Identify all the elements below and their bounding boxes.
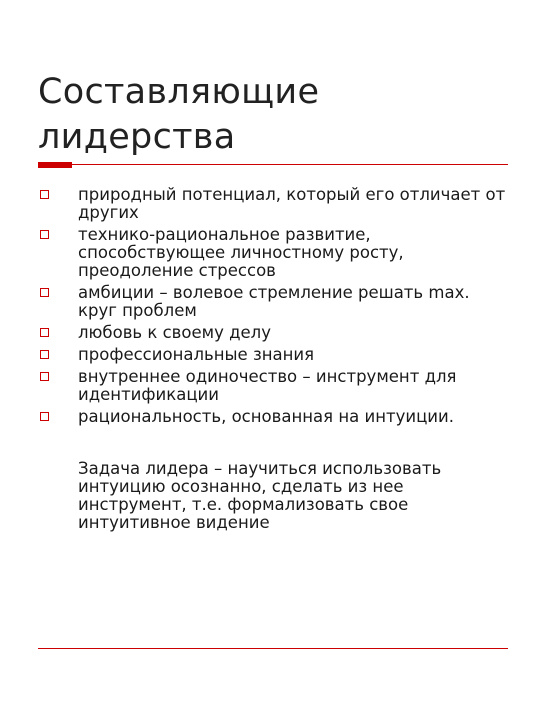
leader-task-note: Задача лидера – научиться использовать интуицию осознанно, сделать из нее инструмент, т.е. формализовать свое интуитивное видение [78,459,442,532]
slide-title: Составляющие лидерства [38,72,320,157]
hollow-square-bullet-icon [40,412,49,421]
hollow-square-bullet-icon [40,288,49,297]
bullet-text: технико-рациональное развитие, способствующее личностному росту, преодоление стрессов [78,225,404,280]
bullet-item [40,324,510,342]
bullet-item [40,226,510,280]
bullet-text: любовь к своему делу [78,323,271,342]
bullet-text: амбиции – волевое стремление решать max. круг проблем [78,283,470,320]
bullet-text: природный потенциал, который его отличает от других [78,185,506,222]
bullet-text: рациональность, основанная на интуиции. [78,407,455,426]
hollow-square-bullet-icon [40,328,49,337]
title-accent-bar [38,162,72,168]
bullet-list [40,186,510,430]
bullet-item [40,346,510,364]
bullet-text: внутреннее одиночество – инструмент для идентификации [78,367,457,404]
title-divider [72,164,508,165]
hollow-square-bullet-icon [40,190,49,199]
bullet-item [40,368,510,404]
bullet-item [40,186,510,222]
bullet-text: профессиональные знания [78,345,315,364]
bullet-item [40,408,510,426]
hollow-square-bullet-icon [40,372,49,381]
hollow-square-bullet-icon [40,230,49,239]
hollow-square-bullet-icon [40,350,49,359]
bottom-divider [38,648,508,649]
bullet-item [40,284,510,320]
